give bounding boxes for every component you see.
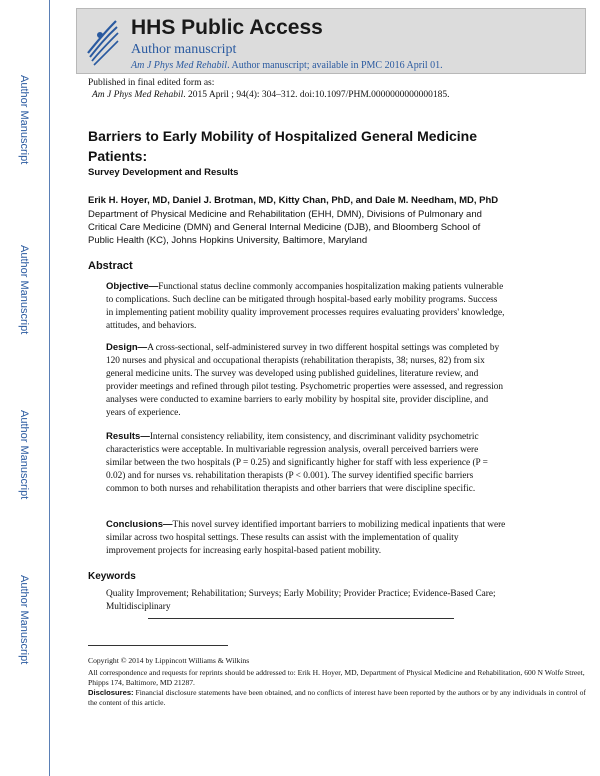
article-title: Barriers to Early Mobility of Hospitalized General Medicine Patients: bbox=[88, 128, 477, 164]
side-label: Author Manuscript bbox=[18, 245, 30, 335]
side-label: Author Manuscript bbox=[18, 75, 30, 165]
abstract-objective: Objective—Functional status decline commonly accompanies hospitalization making patients vulnerable to complications. Such decline can be mitigated through hospital-based early mobility programs. Success in implementing patient mobility quality improvement processes requires evaluating providers' knowledge, attitudes, and behaviors. bbox=[106, 281, 505, 331]
section-divider bbox=[148, 618, 454, 619]
publication-note: Published in final edited form as: bbox=[88, 78, 215, 88]
side-label: Author Manuscript bbox=[18, 410, 30, 500]
header-title: HHS Public Access bbox=[131, 16, 323, 39]
article-subtitle: Survey Development and Results bbox=[88, 167, 239, 178]
keywords-list: Quality Improvement; Rehabilitation; Surveys; Early Mobility; Provider Practice; Evidence-Based Care; Multidisciplinary bbox=[106, 589, 496, 612]
copyright-note: Copyright © 2014 by Lippincott Williams & Wilkins bbox=[88, 656, 250, 665]
disclosures-note: Disclosures: Financial disclosure statements have been obtained, and no conflicts of interest have been reported by the authors or by any individuals in control of the content of this article. bbox=[88, 688, 586, 707]
abstract-results: Results—Internal consistency reliability, item consistency, and discriminant validity psychometric characteristics were acceptable. In multivariable regression analysis, overall perceived barriers were similar between the two hospitals (P = 0.25) and significantly higher for staff with less experience (P = 0.02) and for nurses vs. rehabilitation therapists (P < 0.001). The survey identified specific barriers common to both nurses and rehabilitation therapists and other barriers that were discipline specific. bbox=[106, 431, 488, 494]
hhs-header bbox=[76, 8, 586, 74]
abstract-design: Design—A cross-sectional, self-administered survey in two different hospital settings was completed by 120 nurses and physical and occupational therapists (rehabilitation therapists, 38; nurses, 82) from six general medicine units. The survey was developed using published guidelines, literature review, and provider meetings and refined through pilot testing. Psychometric properties were assessed, and regression analyses were conducted to examine barriers to early mobility by hospital site, provider discipline, and years of experience. bbox=[106, 342, 504, 418]
abstract-heading: Abstract bbox=[88, 260, 133, 272]
hhs-eagle-logo-icon bbox=[82, 13, 122, 69]
side-label: Author Manuscript bbox=[18, 575, 30, 665]
footnote-divider bbox=[88, 645, 228, 646]
author-affiliation: Department of Physical Medicine and Rehabilitation (EHH, DMN), Divisions of Pulmonary and Critical Care Medicine (DMN) and General Internal Medicine (DJB), and Bloomberg School of Public Health (KC), Johns Hopkins University, Baltimore, Maryland bbox=[88, 209, 482, 246]
header-citation: Am J Phys Med Rehabil. Author manuscript; available in PMC 2016 April 01. bbox=[131, 60, 443, 71]
abstract-conclusions: Conclusions—This novel survey identified important barriers to mobilizing medical inpatients that were similar across two hospital settings. These results can assist with the implementation of quality improvement projects for increasing early hospital-based patient mobility. bbox=[106, 519, 506, 556]
header-subtitle: Author manuscript bbox=[131, 42, 237, 57]
keywords-heading: Keywords bbox=[88, 571, 136, 582]
publication-citation: Am J Phys Med Rehabil. 2015 April ; 94(4): 304–312. doi:10.1097/PHM.0000000000000185. bbox=[92, 90, 450, 100]
author-list: Erik H. Hoyer, MD, Daniel J. Brotman, MD, Kitty Chan, PhD, and Dale M. Needham, MD, PhD bbox=[88, 195, 499, 206]
correspondence-note: All correspondence and requests for reprints should be addressed to: Erik H. Hoyer, MD, Department of Physical Medicine and Rehabilitation, 600 N Wolfe Street, Phipps 174, Baltimore, MD 21287. bbox=[88, 668, 585, 687]
margin-rule bbox=[49, 0, 50, 776]
